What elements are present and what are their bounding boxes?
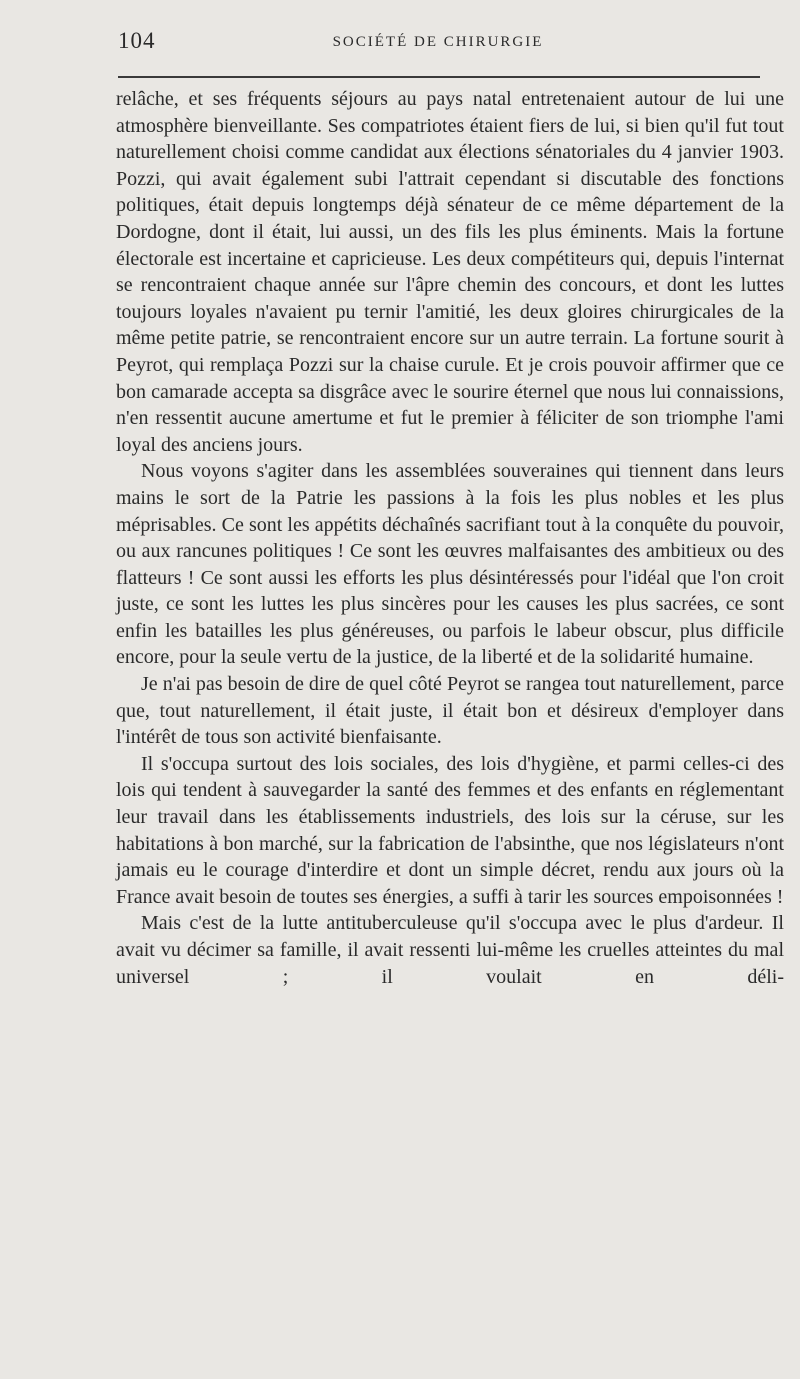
- header-rule: [118, 76, 760, 78]
- body-text: [116, 86, 784, 990]
- page-number: 104: [118, 28, 156, 53]
- paragraph-1: relâche, et ses fréquents séjours au pays natal entretenaient autour de lui une atmosphère bienveillante. Ses compatriotes étaient fiers de lui, si bien qu'il fut tout naturellement choisi comme candidat aux élections sénatoriales du 4 janvier 1903. Pozzi, qui avait également subi l'attrait cependant si discutable des fonctions politiques, était depuis longtemps déjà sénateur de ce même département de la Dordogne, dont il était, lui aussi, un des fils les plus éminents. Mais la fortune électorale est incertaine et capricieuse. Les deux compétiteurs qui, depuis l'internat se rencontraient chaque année sur l'âpre chemin des concours, et dont les luttes toujours loyales n'avaient pu ternir l'amitié, les deux gloires chirurgicales de la même petite patrie, se rencontraient encore sur un autre terrain. La fortune sourit à Peyrot, qui remplaça Pozzi sur la chaise curule. Et je crois pouvoir affirmer que ce bon camarade accepta sa disgrâce avec le sourire éternel que nous lui connaissions, n'en ressentit aucune amertume et fut le premier à féliciter de son triomphe l'ami loyal des anciens jours.: [116, 88, 784, 456]
- paragraph-4: Il s'occupa surtout des lois sociales, des lois d'hygiène, et parmi celles-ci des lois qui tendent à sauvegarder la santé des femmes et des enfants en réglementant leur travail dans les établissements industriels, des lois sur la céruse, sur les habitations à bon marché, sur la fabrication de l'absinthe, que nos législateurs n'ont jamais eu le courage d'interdire et dont un simple décret, rendu aux jours où la France avait besoin de toutes ses énergies, a suffi à tarir les sources empoisonnées !: [116, 752, 784, 908]
- paragraph-5: Mais c'est de la lutte antituberculeuse qu'il s'occupa avec le plus d'ardeur. Il avait vu décimer sa famille, il avait ressenti lui-même les cruelles atteintes du mal universel ; il voulait en déli-: [116, 912, 784, 988]
- page-header: [118, 28, 758, 58]
- paragraph-2: Nous voyons s'agiter dans les assemblées souveraines qui tiennent dans leurs mains le sort de la Patrie les passions à la fois les plus nobles et les plus méprisables. Ce sont les appétits déchaînés sacrifiant tout à la conquête du pouvoir, ou aux rancunes politiques ! Ce sont les œuvres malfaisantes des ambitieux ou des flatteurs ! Ce sont aussi les efforts les plus désintéressés pour l'idéal que l'on croit juste, ce sont les luttes les plus sincères pour les causes les plus sacrées, ce sont enfin les batailles les plus généreuses, ou parfois le labeur obscur, plus difficile encore, pour la seule vertu de la justice, de la liberté et de la solidarité humaine.: [116, 460, 784, 669]
- running-title: SOCIÉTÉ DE CHIRURGIE: [332, 34, 544, 50]
- paragraph-3: Je n'ai pas besoin de dire de quel côté Peyrot se rangea tout naturellement, parce que, tout naturellement, il était juste, il était bon et désireux d'employer dans l'intérêt de tous son activité bienfaisante.: [116, 673, 784, 749]
